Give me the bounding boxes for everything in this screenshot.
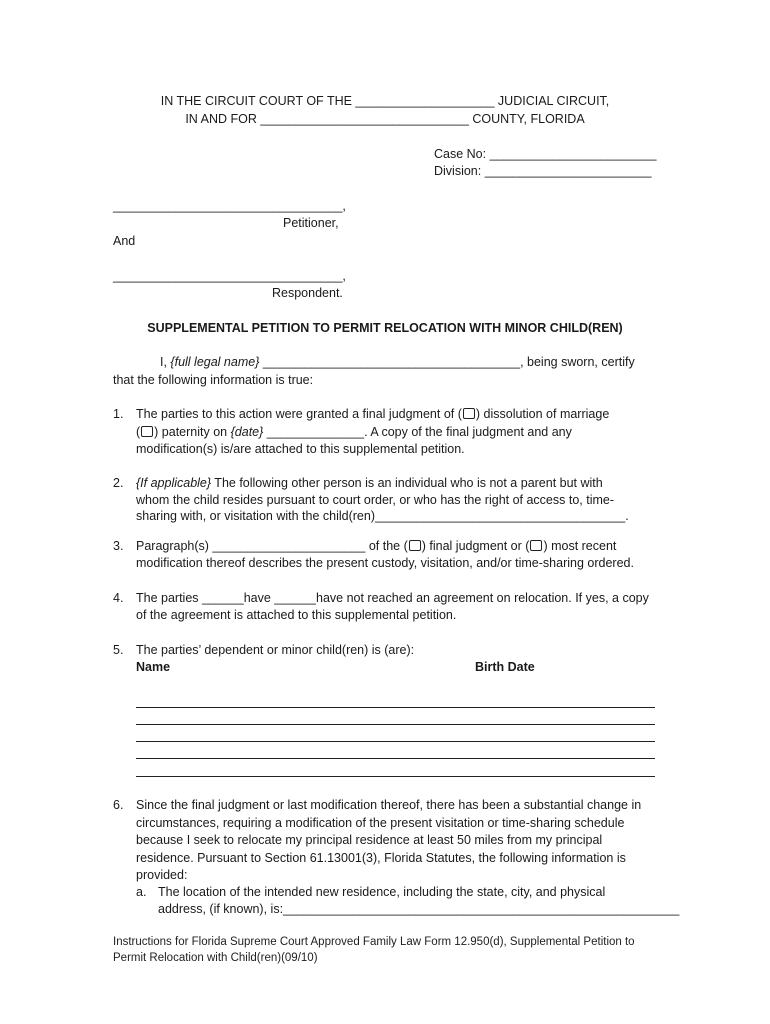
item-3-text-b: ) final judgment or ( <box>421 539 530 553</box>
item-4-number: 4. <box>113 591 124 605</box>
name-column-header: Name <box>136 660 171 674</box>
other-person-field[interactable]: sharing with, or visitation with the child(ren)____________________________________. <box>136 509 629 523</box>
item-4-line2: of the agreement is attached to this supplemental petition. <box>136 608 457 622</box>
item-1-text-b: ) dissolution of marriage <box>475 407 610 421</box>
item-6a-label: a. <box>136 885 147 899</box>
new-residence-address-field[interactable]: address, (if known), is:_________________________________________________________ <box>158 902 680 916</box>
footer-line2: Permit Relocation with Child(ren)(09/10) <box>113 952 318 964</box>
full-name-field[interactable]: _____________________________________, being sworn, certify <box>259 355 635 369</box>
birth-date-column-header: Birth Date <box>475 660 535 674</box>
item-1-paren: ( <box>136 425 141 439</box>
item-6-line2: circumstances, requiring a modification of the present visitation or time-sharing schedule <box>136 816 625 830</box>
intro-prefix: I, <box>160 355 171 369</box>
item-1-line3: modification(s) is/are attached to this supplemental petition. <box>136 442 465 456</box>
and-label: And <box>113 234 136 248</box>
division-field[interactable]: Division: ________________________ <box>434 164 652 178</box>
item-1-line2 <box>136 424 572 441</box>
child-entry-line[interactable] <box>136 707 655 708</box>
item-2-number: 2. <box>113 476 124 490</box>
sworn-statement-line <box>160 354 635 371</box>
item-6-line5: provided: <box>136 868 188 882</box>
item-1-number: 1. <box>113 407 124 421</box>
item-2-text: The following other person is an individual who is not a parent but with <box>211 476 603 490</box>
item-3-line1 <box>136 538 616 555</box>
item-1-paternity-text: ) paternity on <box>154 425 231 439</box>
item-3-line2: modification thereof describes the present custody, visitation, and/or time-sharing ordered. <box>136 556 634 570</box>
if-applicable-hint: {If applicable} <box>136 476 212 490</box>
item-3-number: 3. <box>113 539 124 553</box>
item-6-number: 6. <box>113 798 124 812</box>
court-caption-line2: IN AND FOR ______________________________ COUNTY, FLORIDA <box>185 112 585 126</box>
item-6-line4: residence. Pursuant to Section 61.13001(3), Florida Statutes, the following information is <box>136 851 626 865</box>
agreement-fields[interactable]: The parties ______have ______have not reached an agreement on relocation. If yes, a copy <box>136 591 649 605</box>
respondent-name-field[interactable]: _________________________________, <box>113 269 346 283</box>
recent-modification-checkbox[interactable] <box>530 540 542 551</box>
item-2-line2: whom the child resides pursuant to court order, or who has the right of access to, time- <box>136 493 615 507</box>
petitioner-label: Petitioner, <box>283 216 339 230</box>
respondent-label: Respondent. <box>272 286 343 300</box>
item-1-line1 <box>136 406 609 423</box>
judgment-date-field[interactable]: ______________. A copy of the final judgment and any <box>263 425 572 439</box>
date-hint: {date} <box>230 425 264 439</box>
dissolution-checkbox[interactable] <box>463 408 475 419</box>
court-caption-line1: IN THE CIRCUIT COURT OF THE ____________________ JUDICIAL CIRCUIT, <box>160 94 610 108</box>
item-2-line1 <box>136 475 603 492</box>
full-name-hint: {full legal name} <box>170 355 260 369</box>
child-entry-line[interactable] <box>136 741 655 742</box>
petitioner-name-field[interactable]: _________________________________, <box>113 199 346 213</box>
item-5-line1: The parties’ dependent or minor child(ren) is (are): <box>136 643 415 657</box>
item-6-line1: Since the final judgment or last modification thereof, there has been a substantial change in <box>136 798 642 812</box>
item-3-text-c: ) most recent <box>543 539 617 553</box>
case-number-field[interactable]: Case No: ________________________ <box>434 147 657 161</box>
form-title: SUPPLEMENTAL PETITION TO PERMIT RELOCATION WITH MINOR CHILD(REN) <box>147 321 623 335</box>
footer-line1: Instructions for Florida Supreme Court Approved Family Law Form 12.950(d), Supplemental Petition to <box>113 936 635 948</box>
child-entry-line[interactable] <box>136 758 655 759</box>
intro-line2: that the following information is true: <box>113 373 314 387</box>
item-5-number: 5. <box>113 643 124 657</box>
paternity-checkbox[interactable] <box>141 426 153 437</box>
item-6-line3: because I seek to relocate my principal residence at least 50 miles from my principal <box>136 833 603 847</box>
child-entry-line[interactable] <box>136 724 655 725</box>
item-1-text-a: The parties to this action were granted a final judgment of ( <box>136 407 462 421</box>
item-6a-line1: The location of the intended new residence, including the state, city, and physical <box>158 885 606 899</box>
final-judgment-checkbox[interactable] <box>409 540 421 551</box>
child-entry-line[interactable] <box>136 776 655 777</box>
paragraphs-field[interactable]: Paragraph(s) ______________________ of the ( <box>136 539 408 553</box>
